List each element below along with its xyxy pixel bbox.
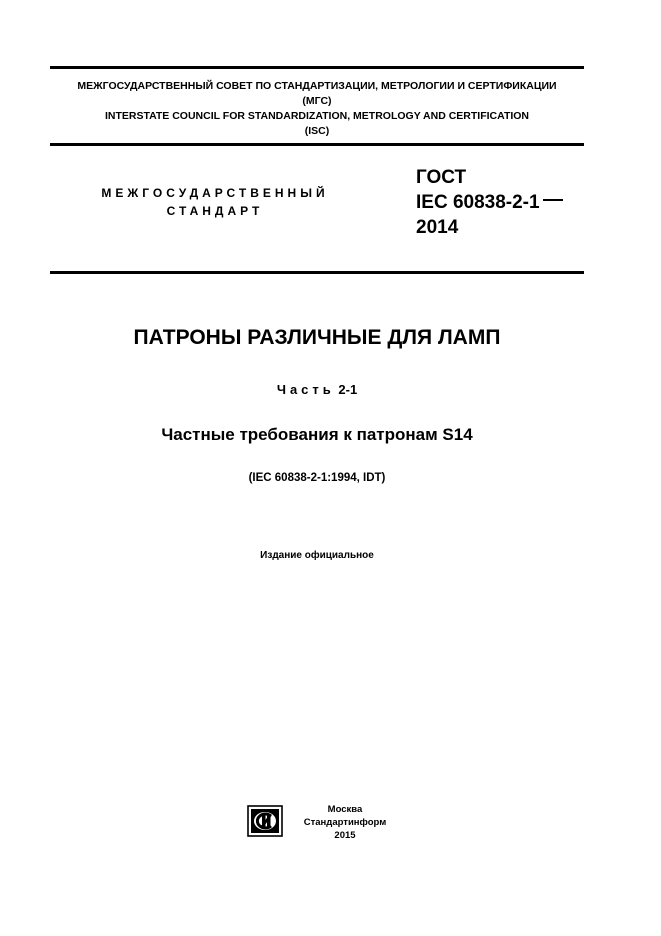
part-word: Часть	[276, 382, 335, 397]
document-title: ПАТРОНЫ РАЗЛИЧНЫЕ ДЛЯ ЛАМП	[133, 326, 501, 349]
gost-number-line	[416, 190, 563, 215]
council-name-ru: МЕЖГОСУДАРСТВЕННЫЙ СОВЕТ ПО СТАНДАРТИЗАЦИИ, МЕТРОЛОГИИ И СЕРТИФИКАЦИИ	[77, 80, 557, 92]
designation-bottom-rule	[50, 271, 584, 274]
document-part	[50, 381, 584, 399]
gost-label: ГОСТ	[416, 167, 467, 188]
council-name-en: INTERSTATE COUNCIL FOR STANDARDIZATION, METROLOGY AND CERTIFICATION	[104, 110, 530, 122]
part-number: 2-1	[338, 382, 358, 397]
standard-kind-line1: МЕЖГОСУДАРСТВЕННЫЙ	[101, 186, 329, 200]
iec-reference: (IEC 60838-2-1:1994, IDT)	[248, 472, 386, 484]
council-abbr-ru: (МГС)	[302, 95, 332, 107]
publisher-name: Стандартинформ	[303, 817, 387, 828]
edition-note: Издание официальное	[260, 550, 374, 561]
publisher-imprint	[300, 803, 390, 842]
standartinform-logo-icon	[247, 805, 283, 837]
council-abbr-en: (ISC)	[304, 125, 330, 137]
gost-dash	[543, 199, 563, 201]
standard-kind	[80, 184, 350, 220]
gost-year: 2014	[416, 217, 459, 238]
gost-number: IEC 60838-2-1	[416, 192, 540, 213]
gost-designation	[416, 165, 563, 240]
publisher-city: Москва	[327, 804, 363, 815]
publisher-year: 2015	[334, 830, 356, 841]
header-bottom-rule	[50, 143, 584, 146]
document-subtitle: Частные требования к патронам S14	[161, 425, 473, 444]
council-header	[50, 79, 584, 139]
top-rule	[50, 66, 584, 69]
standard-kind-line2: СТАНДАРТ	[166, 204, 264, 218]
